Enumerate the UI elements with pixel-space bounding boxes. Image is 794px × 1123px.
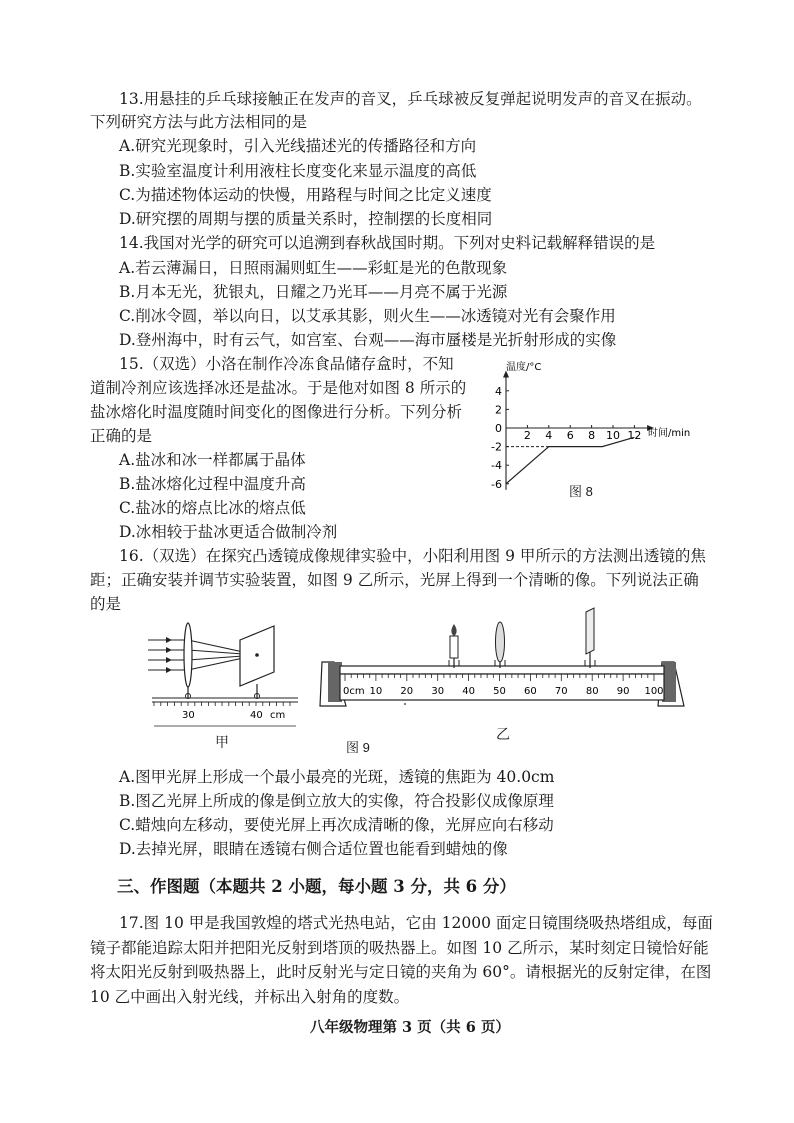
- q15-stem-line3: 盐冰熔化时温度随时间变化的图像进行分析。下列分析: [90, 403, 463, 421]
- bench-tick-label: 20: [400, 686, 414, 697]
- q16-option-a: A.图甲光屏上形成一个最小最亮的光斑，透镜的焦距为 40.0cm: [119, 768, 555, 786]
- q13-option-c: C.为描述物体运动的快慢，用路程与时间之比定义速度: [119, 186, 492, 204]
- bench-tick-label: 100: [644, 686, 664, 697]
- chart-x-tick-label: 8: [588, 429, 596, 442]
- lens-on-bench: [495, 622, 505, 668]
- chart-y-tick-label: 4: [495, 384, 502, 398]
- chart-x-axis-label: 时间/min: [648, 428, 691, 439]
- q16-stem-line1: 16.（双选）在探究凸透镜成像规律实验中，小阳利用图 9 甲所示的方法测出透镜的焦: [119, 547, 706, 565]
- q16-option-d: D.去掉光屏，眼睛在透镜右侧合适位置也能看到蜡烛的像: [119, 840, 508, 858]
- q17-stem-line4: 10 乙中画出入射光线，并标出入射角的度数。: [90, 988, 410, 1006]
- section-3-heading: 三、作图题（本题共 2 小题，每小题 3 分，共 6 分）: [117, 877, 516, 896]
- q17-stem-line1: 17.图 10 甲是我国敦煌的塔式光热电站，它由 12000 面定日镜围绕吸热塔组成，每面: [119, 914, 713, 932]
- ruler-label-40: 40: [250, 710, 263, 721]
- q15-option-a: A.盐冰和冰一样都属于晶体: [119, 451, 306, 469]
- q16-stem-line3: 的是: [90, 595, 122, 613]
- q14-option-c: C.削冰令圆，举以向日，以艾承其影，则火生——冰透镜对光有会聚作用: [119, 307, 616, 325]
- convex-lens: [184, 623, 192, 687]
- q14-option-d: D.登州海中，时有云气，如宫室、台观——海市蜃楼是光折射形成的实像: [119, 331, 617, 349]
- figure-9-jia-focal-length: [146, 618, 302, 728]
- q13-stem-line2: 下列研究方法与此方法相同的是: [90, 113, 308, 131]
- figure-8-chart: [470, 356, 720, 501]
- chart-x-tick-label: 4: [545, 429, 553, 442]
- chart-y-tick-label: 0: [495, 422, 502, 435]
- bench-tick-label: 10: [369, 686, 383, 697]
- chart-x-tick-label: 2: [523, 429, 531, 442]
- q16-option-b: B.图乙光屏上所成的像是倒立放大的实像，符合投影仪成像原理: [119, 792, 554, 810]
- ruler-unit-cm: cm: [270, 710, 286, 721]
- q13-stem-line1: 13.用悬挂的乒乓球接触正在发声的音叉，乒乓球被反复弹起说明发声的音叉在振动。: [119, 90, 702, 108]
- bench-tick-label: 0cm: [343, 686, 365, 697]
- chart-x-tick-label: 6: [566, 429, 574, 442]
- q15-option-c: C.盐冰的熔点比冰的熔点低: [119, 499, 306, 517]
- chart-series-line: [506, 437, 634, 484]
- q17-stem-line2: 镜子都能追踪太阳并把阳光反射到塔顶的吸热器上。如图 10 乙所示，某时刻定日镜恰好能: [90, 939, 709, 957]
- figure-9-caption: 图 9: [346, 740, 370, 755]
- q13-option-b: B.实验室温度计利用液柱长度变化来显示温度的高低: [119, 162, 477, 180]
- candle: [449, 624, 459, 668]
- bench-tick-label: 60: [524, 686, 537, 697]
- screen-on-bench: [585, 608, 595, 668]
- q16-stem-line2: 距；正确安装并调节实验装置，如图 9 乙所示，光屏上得到一个清晰的像。下列说法正确: [90, 571, 699, 589]
- chart-y-tick-label: -4: [491, 459, 502, 473]
- ruler-label-30: 30: [182, 710, 195, 721]
- chart-x-tick-label: 12: [627, 429, 642, 442]
- bench-tick-label: 40: [462, 686, 475, 697]
- q15-stem-line2: 道制冷剂应该选择冰还是盐冰。于是他对如图 8 所示的: [90, 379, 467, 397]
- figure-9-jia-label: 甲: [215, 734, 229, 750]
- q14-option-b: B.月本无光，犹银丸，日耀之乃光耳——月亮不属于光源: [119, 283, 508, 301]
- chart-x-tick-label: 10: [606, 429, 620, 442]
- q14-stem: 14.我国对光学的研究可以追溯到春秋战国时期。下列对史料记载解释错误的是: [119, 234, 656, 252]
- q13-option-d: D.研究摆的周期与摆的质量关系时，控制摆的长度相同: [119, 210, 493, 228]
- focus-spot: [255, 653, 259, 657]
- bench-tick-label: 90: [616, 686, 630, 697]
- bench-tick-label: 50: [493, 686, 506, 697]
- q16-option-c: C.蜡烛向左移动，要使光屏上再次成清晰的像，光屏应向右移动: [119, 816, 554, 834]
- chart-y-tick-label: 2: [495, 403, 502, 417]
- q15-stem-line1: 15.（双选）小洛在制作冷冻食品储存盒时，不知: [119, 355, 454, 373]
- q13-option-a: A.研究光现象时，引入光线描述光的传播路径和方向: [119, 137, 477, 155]
- chart-y-axis-label: 温度/°C: [506, 362, 542, 373]
- figure-9-yi-optical-bench: [318, 604, 690, 722]
- bench-tick-label: 30: [431, 686, 445, 697]
- q15-option-d: D.冰相较于盐冰更适合做制冷剂: [119, 523, 338, 541]
- figure-8-caption: 图 8: [569, 484, 593, 499]
- q17-stem-line3: 将太阳光反射到吸热器上，此时反射光与定日镜的夹角为 60°。请根据光的反射定律，在图: [90, 963, 712, 981]
- bench-rail: [340, 666, 664, 674]
- page-footer: 八年级物理第 3 页（共 6 页）: [310, 1019, 510, 1036]
- q15-option-b: B.盐冰熔化过程中温度升高: [119, 475, 306, 493]
- chart-y-tick-label: -2: [491, 440, 502, 454]
- figure-9-yi-label: 乙: [496, 726, 510, 742]
- bench-tick-label: 80: [585, 686, 599, 697]
- chart-y-tick-label: -6: [491, 477, 502, 491]
- q15-stem-line4: 正确的是: [90, 427, 153, 445]
- q14-option-a: A.若云薄漏日，日照雨漏则虹生——彩虹是光的色散现象: [119, 259, 508, 277]
- bench-tick-label: 70: [554, 686, 568, 697]
